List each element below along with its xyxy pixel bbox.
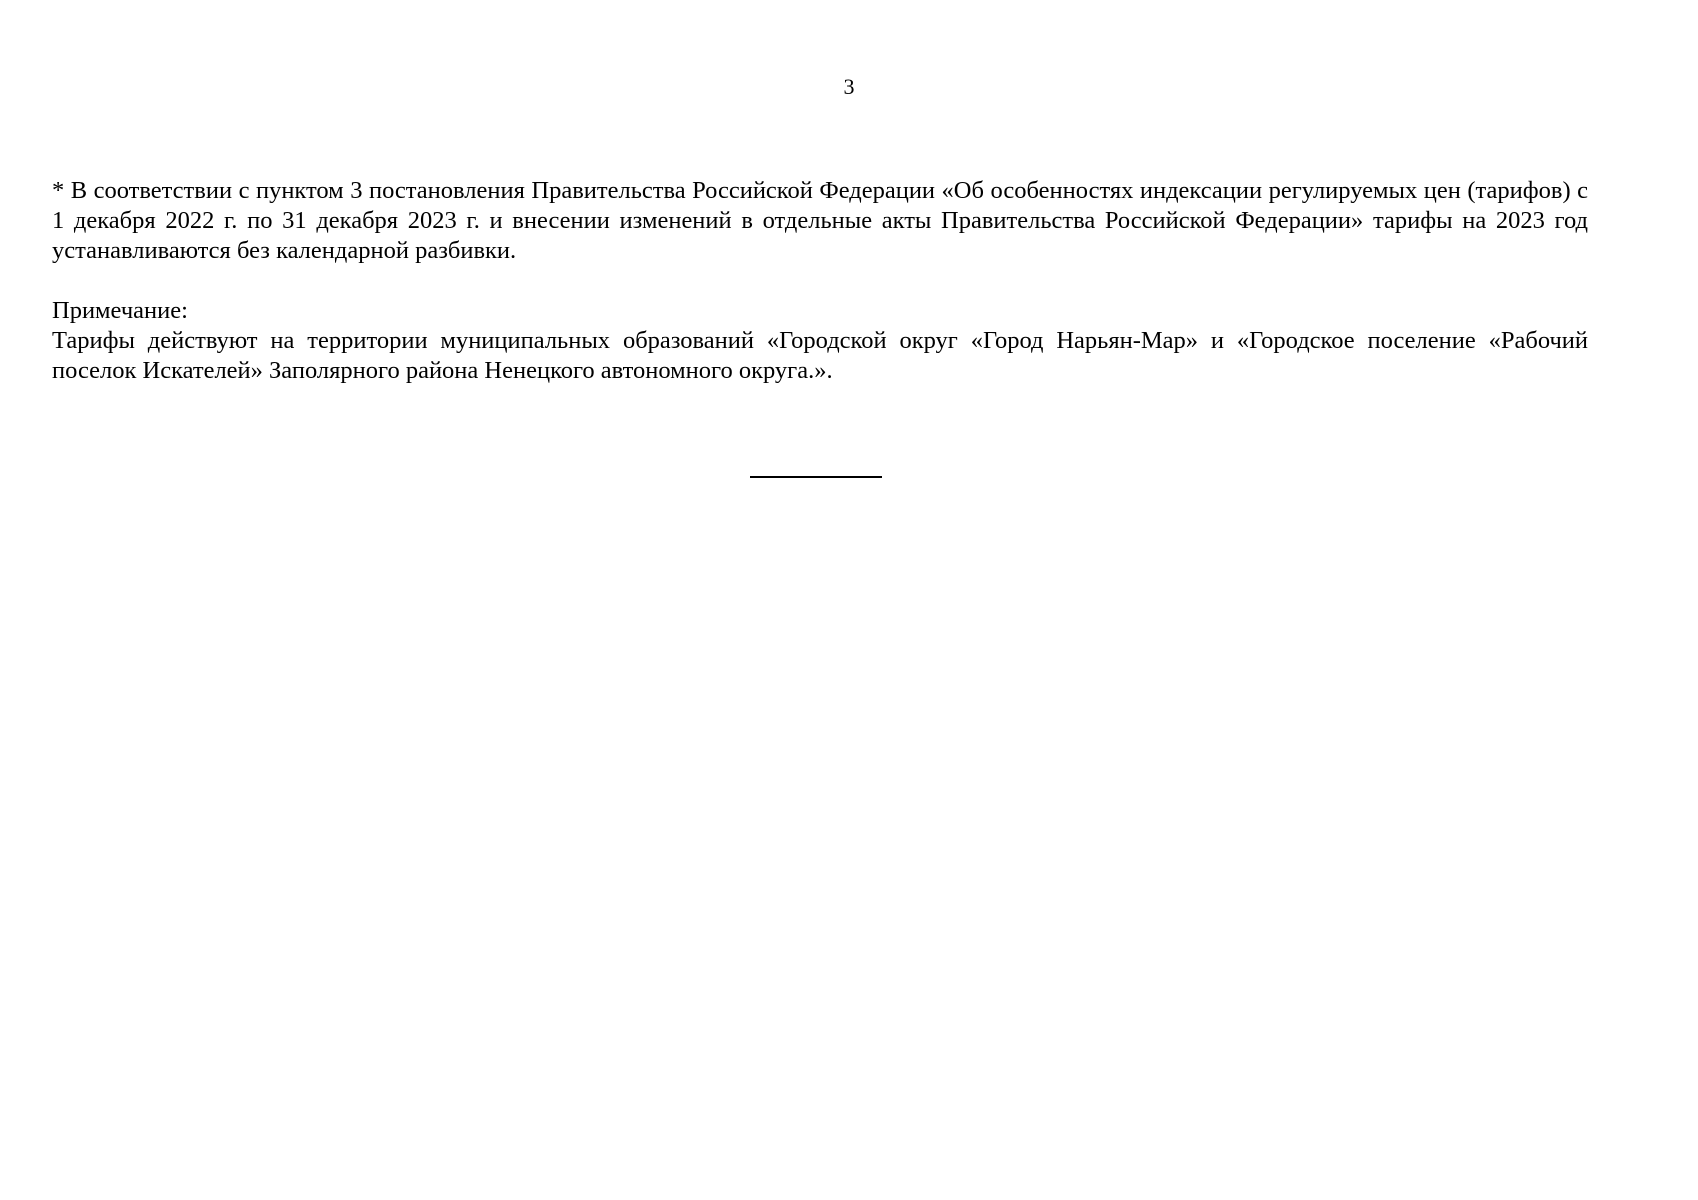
page-number: 3 — [843, 74, 855, 99]
note-paragraph: Тарифы действуют на территории муниципальных образований «Городской округ «Город Нарьян-Мар» и «Городское поселение «Рабочий поселок Искателей» Заполярного района Ненецкого автономного округа.». — [52, 327, 1588, 384]
end-of-document-line — [750, 476, 882, 478]
document-body — [52, 176, 1588, 386]
paragraph-spacer — [52, 266, 1588, 296]
note-heading: Примечание: — [52, 297, 188, 324]
footnote-paragraph: * В соответствии с пунктом 3 постановления Правительства Российской Федерации «Об особенностях индексации регулируемых цен (тарифов) с 1 декабря 2022 г. по 31 декабря 2023 г. и внесении изменений в отдельные акты Правительства Российской Федерации» тарифы на 2023 год устанавливаются без календарной разбивки. — [52, 177, 1588, 264]
